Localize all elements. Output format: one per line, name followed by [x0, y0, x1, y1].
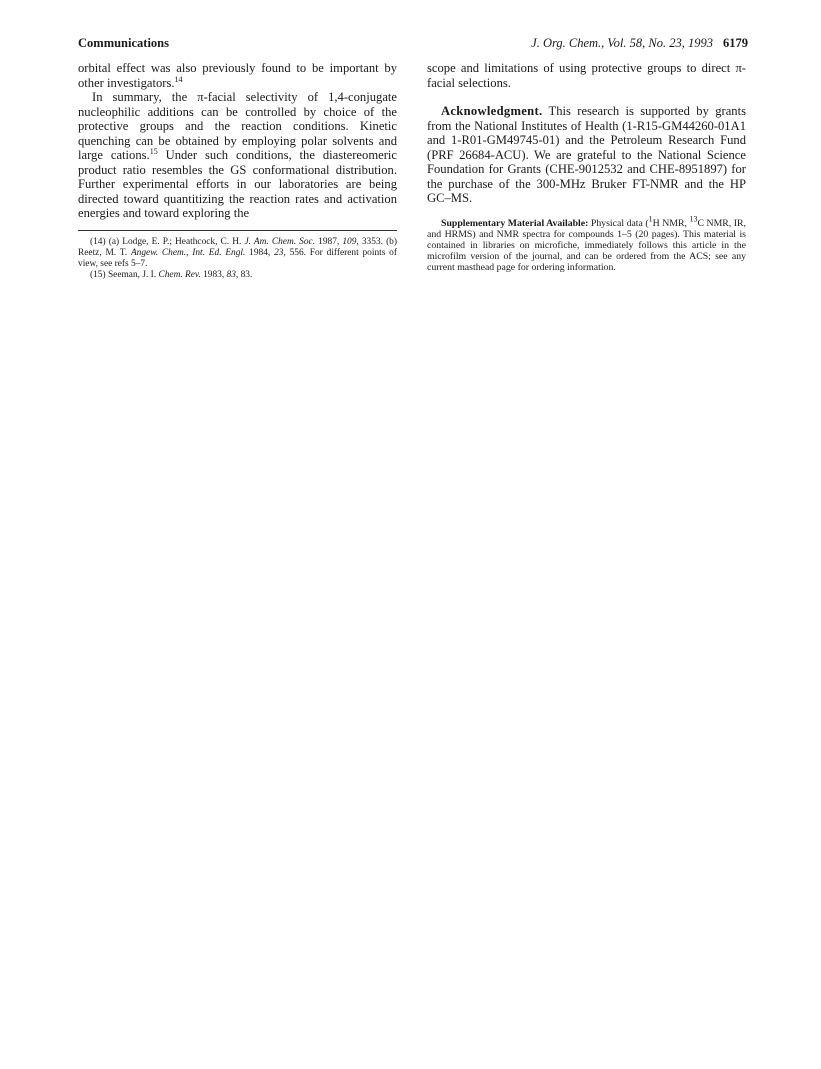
- running-header: [78, 36, 748, 54]
- footnote-14: (14) (a) Lodge, E. P.; Heathcock, C. H. J. Am. Chem. Soc. 1987, 109, 3353. (b) Reetz, M. T. Angew. Chem., Int. Ed. Engl. 1984, 23, 556. For different points of view, see refs 5–7.: [78, 236, 397, 269]
- supplementary-heading: Supplementary Material Available:: [441, 217, 589, 229]
- journal-name: J. Org. Chem., Vol. 58, No. 23, 1993: [531, 36, 713, 50]
- journal-citation: [531, 36, 748, 51]
- section-title: Communications: [78, 36, 169, 50]
- paragraph-orbital-effect: orbital effect was also previously found to be important by other investigators.$^{14}$: [78, 61, 397, 90]
- acknowledgment: Acknowledgment. This research is supported by grants from the National Institutes of Health (1-R15-GM44260-01A1 and 1-R01-GM49745-01) and the Petroleum Research Fund (PRF 26684-ACU). We are grateful to the National Science Foundation for Grants (CHE-9012532 and CHE-8951897) for the purchase of the 300-MHz Bruker FT-NMR and the HP GC–MS.: [427, 104, 746, 205]
- footnote-ref-15: 15: [149, 146, 158, 156]
- footnote-divider: [78, 230, 397, 231]
- supplementary-material: Supplementary Material Available: Physical data ($^1$H NMR, $^{13}$C NMR, IR, and HRMS) and NMR spectra for compounds 1–5 (20 pages). This material is contained in libraries on microfiche, immediately follows this article in the microfilm version of the journal, and can be ordered from the ACS; see any current masthead page for ordering information.: [427, 214, 746, 274]
- left-column: [78, 61, 397, 281]
- page-number: 6179: [723, 36, 748, 50]
- paragraph-summary: In summary, the π-facial selectivity of 1,4-conjugate nucleophilic additions can be controlled by choice of the protective groups and the reaction conditions. Kinetic quenching can be obtained by employing polar solvents and large cations.$^{15}$ Under such conditions, the diastereomeric product ratio resembles the GS conformational distribution. Further experimental efforts in our laboratories are being directed toward quantitizing the reaction rates and activation energies and toward exploring the: [78, 90, 397, 220]
- footnote-ref-14: 14: [174, 74, 183, 84]
- paragraph-scope: scope and limitations of using protective groups to direct π-facial selections.: [427, 61, 746, 90]
- acknowledgment-heading: Acknowledgment.: [441, 104, 543, 118]
- right-column: [427, 61, 746, 283]
- footnote-15: (15) Seeman, J. I. Chem. Rev. 1983, 83, 83.: [90, 269, 253, 280]
